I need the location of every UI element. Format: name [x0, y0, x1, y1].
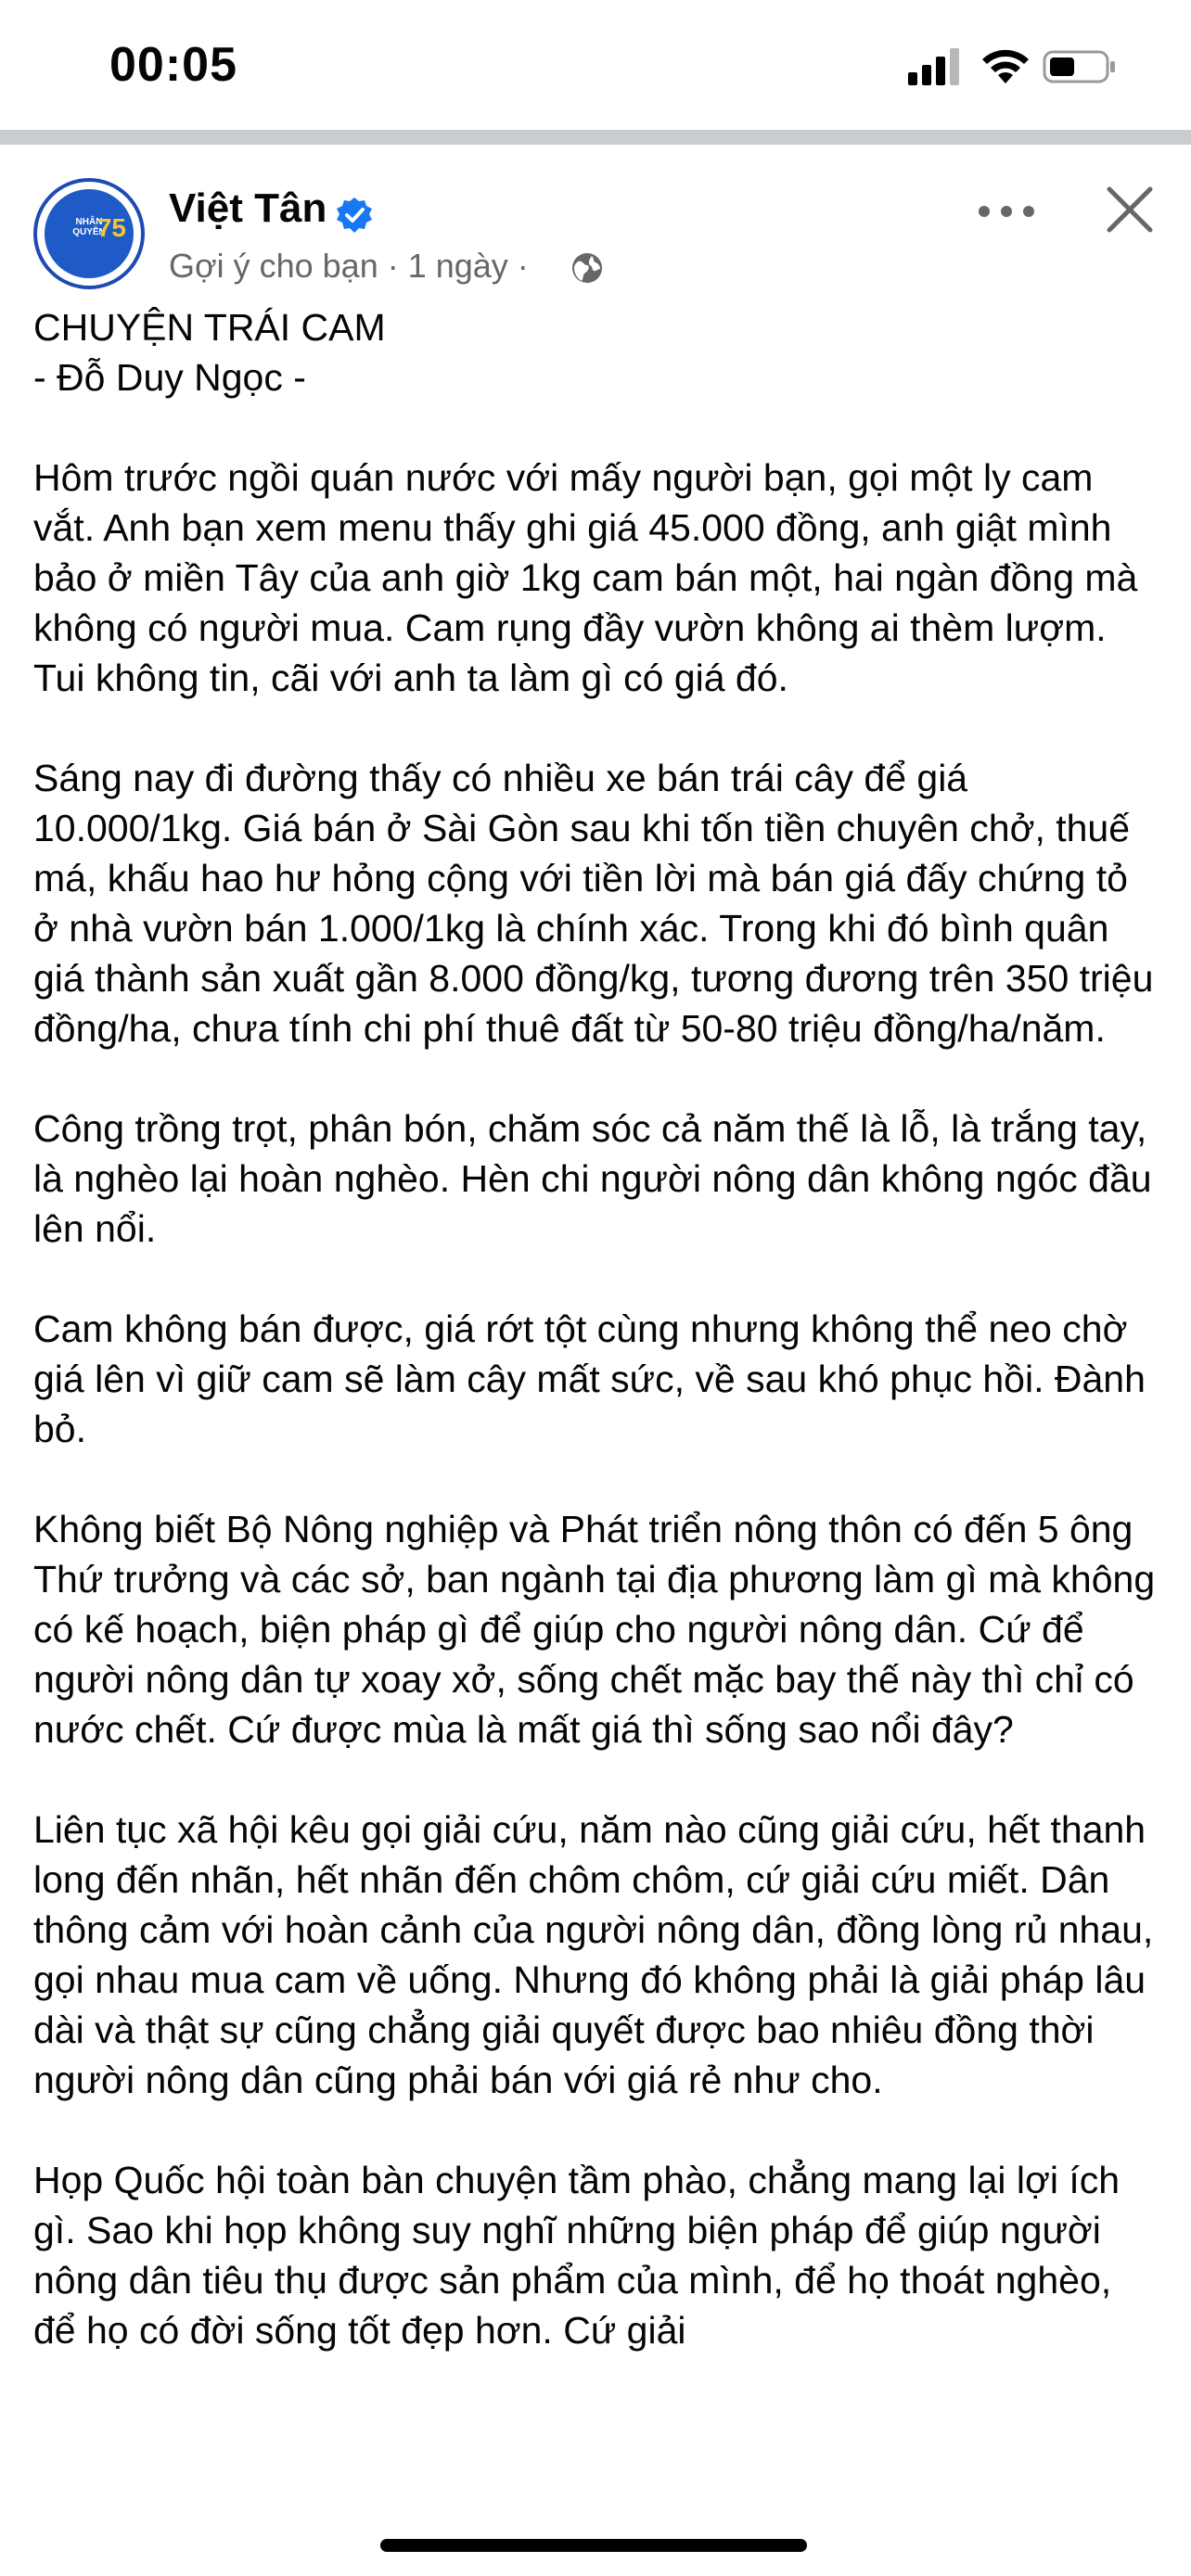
post-paragraph: Liên tục xã hội kêu gọi giải cứu, năm nào cũng giải cứu, hết thanh long đến nhãn, hết nhãn đến chôm chôm, cứ giải cứu miết. Dân thông cảm với hoàn cảnh của người nông dân, đồng lòng rủ nhau, gọi nhau mua cam về uống. Nhưng đó không phải là giải pháp lâu dài và thật sự cũng chẳng giải quyết được bao nhiêu đồng thời người nông dân cũng phải bán với giá rẻ như cho.: [33, 1808, 1154, 2101]
post-paragraph: Hôm trước ngồi quán nước với mấy người bạn, gọi một ly cam vắt. Anh bạn xem menu thấy ghi giá 45.000 đồng, anh giật mình bảo ở miền Tây của anh giờ 1kg cam bán một, hai ngàn đồng mà không có người mua. Cam rụng đầy vườn không ai thèm lượm. Tui không tin, cãi với anh ta làm gì có giá đó.: [33, 456, 1138, 699]
home-indicator[interactable]: [380, 2539, 807, 2552]
status-bar: [0, 0, 1191, 130]
post-paragraph: Sáng nay đi đường thấy có nhiều xe bán trái cây để giá 10.000/1kg. Giá bán ở Sài Gòn sau khi tốn tiền chuyên chở, thuế má, khấu hao hư hỏng cộng với tiền lời mà bán giá đấy chứng tỏ ở nhà vườn bán 1.000/1kg là chính xác. Trong khi đó bình quân giá thành sản xuất gần 8.000 đồng/kg, tương đương trên 350 triệu đồng/ha, chưa tính chi phí thuê đất từ 50-80 triệu đồng/ha/năm.: [33, 757, 1154, 1050]
globe-icon: [570, 250, 605, 286]
page-name[interactable]: Việt Tân: [169, 185, 327, 231]
avatar-logo: [45, 189, 134, 278]
avatar-logo-number: 75: [96, 213, 126, 242]
avatar-logo-text: NHÂN QUYỀN: [72, 217, 106, 237]
avatar[interactable]: [33, 178, 145, 289]
post-paragraph: Công trồng trọt, phân bón, chăm sóc cả năm thế là lỗ, là trắng tay, là nghèo lại hoàn nghèo. Hèn chi người nông dân không ngóc đầu lên nổi.: [33, 1107, 1152, 1250]
post-meta: Gợi ý cho bạn · 1 ngày ·: [169, 247, 529, 285]
post-paragraph: Họp Quốc hội toàn bàn chuyện tầm phào, chẳng mang lại lợi ích gì. Sao khi họp không suy nghĩ những biện pháp để giúp người nông dân tiêu thụ được sản phẩm của mình, để họ thoát nghèo, để họ có đời sống tốt đẹp hơn. Cứ giải: [33, 2159, 1121, 2352]
wifi-icon: [980, 45, 1031, 85]
post-paragraph: Cam không bán được, giá rớt tột cùng nhưng không thể neo chờ giá lên vì giữ cam sẽ làm cây mất sức, về sau khó phục hồi. Đành bỏ.: [33, 1307, 1146, 1450]
post-title: CHUYỆN TRÁI CAM - Đỗ Duy Ngọc -: [33, 306, 386, 399]
verified-badge-icon: [336, 197, 373, 234]
close-icon[interactable]: [1102, 182, 1158, 237]
signal-icon: [908, 48, 960, 85]
post-paragraph: Không biết Bộ Nông nghiệp và Phát triển nông thôn có đến 5 ông Thứ trưởng và các sở, ban ngành tại địa phương làm gì mà không có kế hoạch, biện pháp gì để giúp cho người nông dân. Cứ để người nông dân tự xoay xở, sống chết mặc bay thế này thì chỉ có nước chết. Cứ được mùa là mất giá thì sống sao nổi đây?: [33, 1508, 1156, 1751]
more-options-icon[interactable]: [976, 195, 1037, 228]
post-body: [33, 302, 1158, 2405]
battery-icon: [1043, 50, 1117, 83]
status-time: 00:05: [109, 38, 237, 92]
post-header: [0, 145, 1191, 302]
feed-divider: [0, 130, 1191, 145]
